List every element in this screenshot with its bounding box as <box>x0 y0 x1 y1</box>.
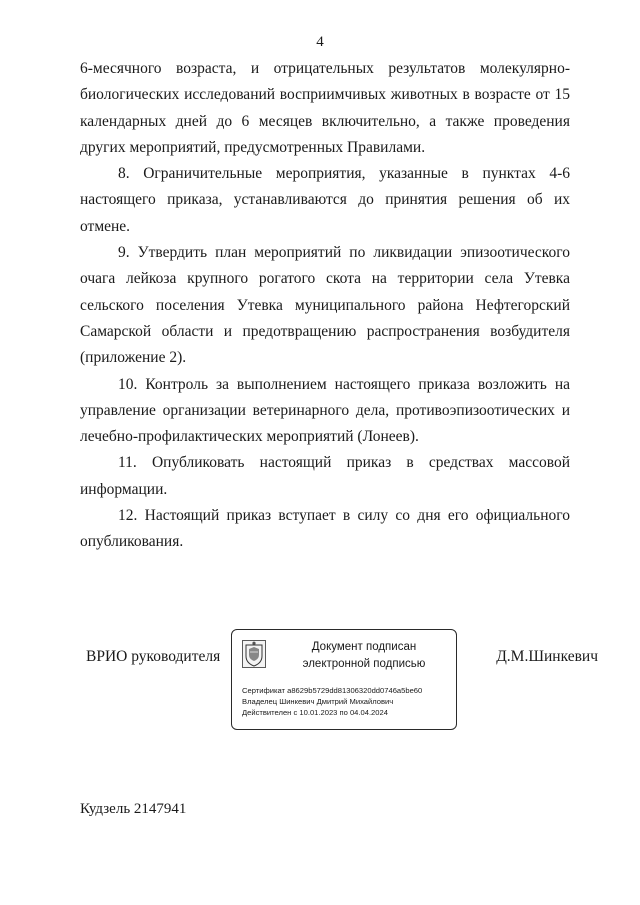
certificate-validity: Действителен с 10.01.2023 по 04.04.2024 <box>242 708 388 717</box>
signer-name: Д.М.Шинкевич <box>496 648 598 665</box>
signature-stamp-title-line1: Документ подписан <box>311 641 417 653</box>
document-body <box>80 56 570 556</box>
certificate-owner: Владелец Шинкевич Дмитрий Михайлович <box>242 697 394 706</box>
paragraph-continuation: 6-месячного возраста, и отрицательных результатов молекулярно-биологических исследований восприимчивых животных в возрасте от 15 календарных дней до 6 месяцев включительно, а также проведения других мероприятий, предусмотренных Правилами. <box>80 60 570 156</box>
paragraph-item-9: 9. Утвердить план мероприятий по ликвидации эпизоотического очага лейкоза крупного рогатого скота на территории села Утевка сельского поселения Утевка муниципального района Нефтегорский Самарской области и предотвращению распространения возбудителя (приложение 2). <box>80 244 570 367</box>
signature-stamp-details <box>242 685 422 718</box>
coat-of-arms-icon <box>242 640 266 668</box>
paragraph-item-11: 11. Опубликовать настоящий приказ в средствах массовой информации. <box>80 454 570 498</box>
paragraph-item-8: 8. Ограничительные мероприятия, указанные в пунктах 4-6 настоящего приказа, устанавливаются до принятия решения об их отмене. <box>80 165 570 235</box>
signature-stamp-title <box>276 639 452 673</box>
signer-position: ВРИО руководителя <box>86 648 221 665</box>
paragraph-item-10: 10. Контроль за выполнением настоящего приказа возложить на управление организации ветеринарного дела, противоэпизоотических и лечебно-профилактических мероприятий (Лонеев). <box>80 375 570 446</box>
page-number: 4 <box>316 34 324 50</box>
executor-info: Кудзель 2147941 <box>80 801 187 817</box>
certificate-number: Сертификат a8629b5729dd81306320dd0746a5be60 <box>242 686 423 695</box>
signature-stamp-title-line2: электронной подписью <box>302 658 426 670</box>
electronic-signature-stamp <box>231 629 457 730</box>
paragraph-item-12: 12. Настоящий приказ вступает в силу со дня его официального опубликования. <box>80 507 570 551</box>
